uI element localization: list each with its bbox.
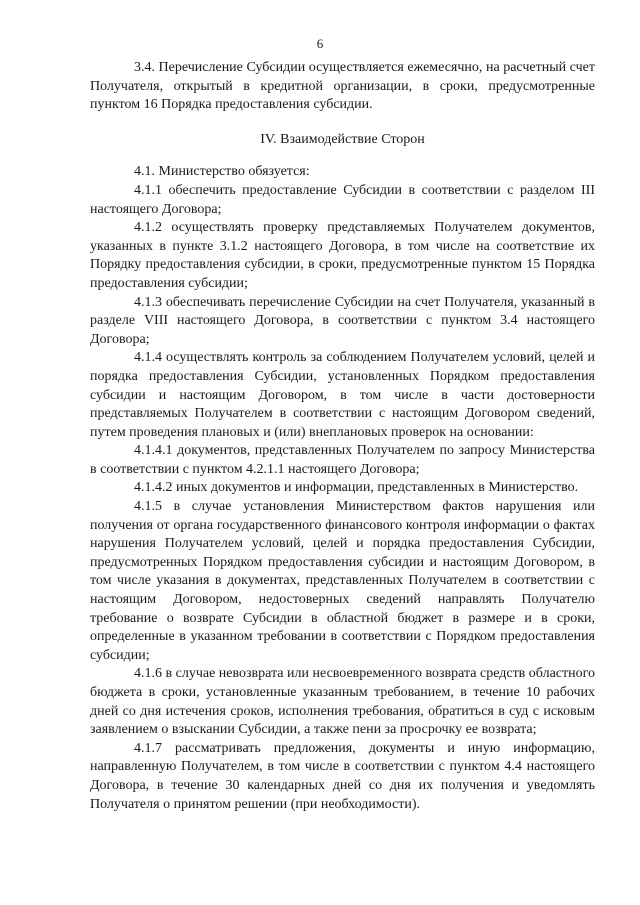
document-body (90, 59, 595, 814)
paragraph-4-1-5: 4.1.5 в случае установления Министерством фактов нарушения или получения от органа государственного финансового контроля информации о фактах нарушения Получателем условий, целей и порядка предоставления Субсидии, предусмотренных Порядком предоставления субсидии и настоящим Договором, в том числе указания в документах, представленных Получателем в соответствии с настоящим Договором, недостоверных сведений направлять Получателю требование о возврате Субсидии в областной бюджет в размере и в сроки, определенные в указанном требовании в соответствии с Порядком предоставления субсидии; (90, 499, 595, 663)
paragraph-4-1-4: 4.1.4 осуществлять контроль за соблюдением Получателем условий, целей и порядка предоставления Субсидии, установленных Порядком предоставления субсидии и настоящим Договором, в том числе в части достоверности представляемых Получателем в соответствии с настоящим Договором сведений, путем проведения плановых и (или) внеплановых проверок на основании: (90, 350, 595, 440)
paragraph-4-1-2: 4.1.2 осуществлять проверку представляемых Получателем документов, указанных в пункте 3.1.2 настоящего Договора, в том числе на соответствие их Порядку предоставления субсидии, в сроки, предусмотренные пунктом 15 Порядка предоставления субсидии; (90, 220, 595, 291)
paragraph-4-1-6: 4.1.6 в случае невозврата или несвоевременного возврата средств областного бюджета в сроки, установленные указанным требованием, в течение 10 рабочих дней со дня истечения сроков, исполнения требования, обратиться в суд с исковым заявлением о взыскании Субсидии, а также пени за просрочку ее возврата; (90, 666, 595, 738)
paragraph-4-1: 4.1. Министерство обязуется: (134, 164, 310, 180)
paragraph-4-1-1: 4.1.1 обеспечить предоставление Субсидии в соответствии с разделом III настоящего Договора; (90, 182, 595, 217)
section-heading: IV. Взаимодействие Сторон (260, 131, 425, 147)
paragraph-4-1-7: 4.1.7 рассматривать предложения, документы и иную информацию, направленную Получателем, в том числе в соответствии с пунктом 4.4 настоящего Договора, в течение 30 календарных дней со дня их получения и уведомлять Получателя о принятом решении (при необходимости). (90, 740, 595, 812)
paragraph-4-1-4-2: 4.1.4.2 иных документов и информации, представленных в Министерство. (134, 480, 579, 496)
paragraph-4-1-3: 4.1.3 обеспечивать перечисление Субсидии на счет Получателя, указанный в разделе VIII настоящего Договора, в соответствии с пунктом 3.4 настоящего Договора; (90, 294, 595, 347)
page-number: 6 (316, 36, 324, 51)
paragraph-4-1-4-1: 4.1.4.1 документов, представленных Получателем по запросу Министерства в соответствии с пунктом 4.2.1.1 настоящего Договора; (90, 443, 595, 477)
paragraph-3-4: 3.4. Перечисление Субсидии осуществляется ежемесячно, на расчетный счет Получателя, открытый в кредитной организации, в сроки, предусмотренные пунктом 16 Порядка предоставления субсидии. (90, 60, 595, 113)
